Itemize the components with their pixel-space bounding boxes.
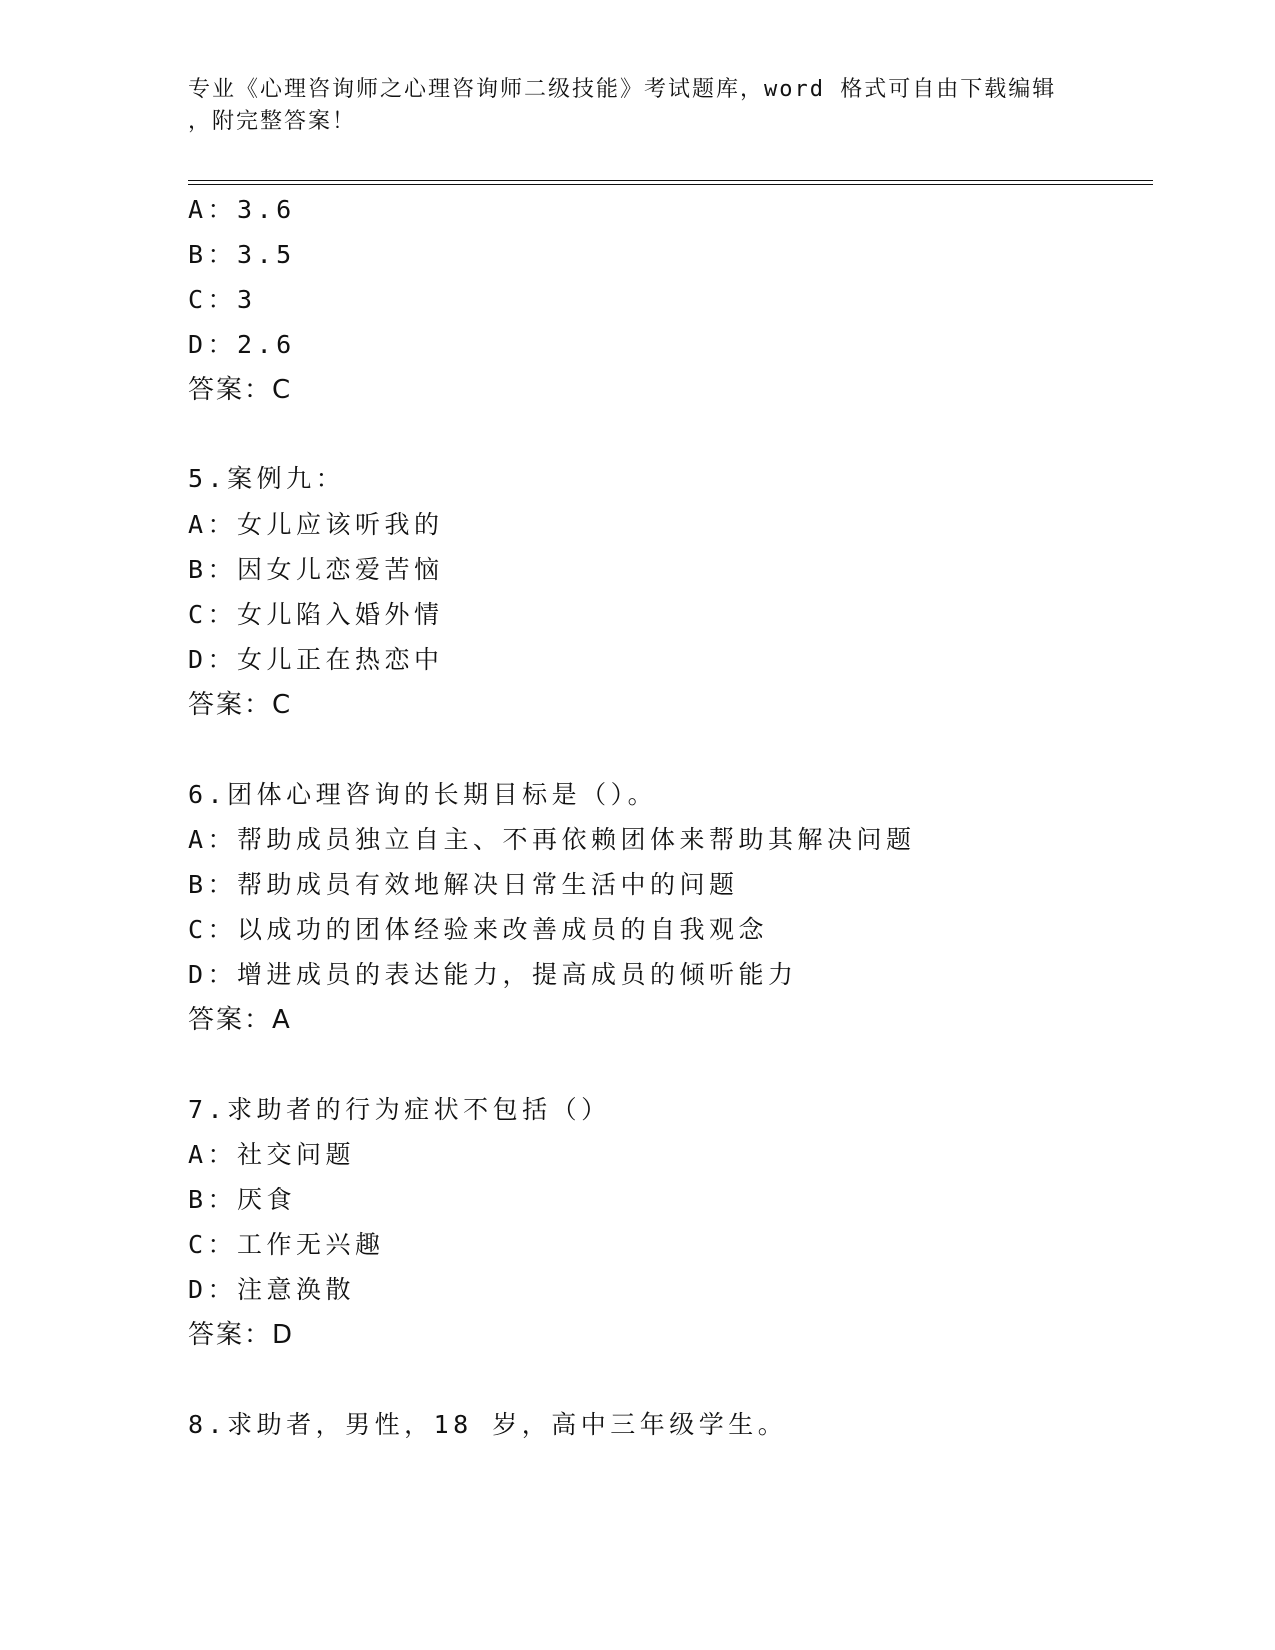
header-title-line-2: ，附完整答案！ <box>188 109 357 134</box>
option-a: A：3.6 <box>188 195 296 224</box>
option-d: D：注意涣散 <box>188 1275 356 1304</box>
option-b: B：3.5 <box>188 240 296 269</box>
answer: 答案：C <box>188 375 293 405</box>
option-d: D：女儿正在热恋中 <box>188 645 444 674</box>
option-c: C：女儿陷入婚外情 <box>188 600 444 629</box>
answer: 答案：A <box>188 1005 292 1035</box>
option-b: B：因女儿恋爱苦恼 <box>188 555 444 584</box>
option-b: B：帮助成员有效地解决日常生活中的问题 <box>188 870 739 899</box>
header-title-line-1: 专业《心理咨询师之心理咨询师二级技能》考试题库，word 格式可自由下载编辑 <box>188 77 1057 102</box>
header-divider-top <box>188 180 1153 181</box>
question-stem: 5.案例九： <box>188 464 346 493</box>
option-a: A：社交问题 <box>188 1140 356 1169</box>
document-header <box>188 74 1088 138</box>
answer: 答案：C <box>188 690 293 720</box>
option-c: C：工作无兴趣 <box>188 1230 385 1259</box>
question-stem: 7.求助者的行为症状不包括（） <box>188 1095 611 1124</box>
header-divider-bottom <box>188 184 1153 185</box>
answer: 答案：D <box>188 1320 295 1350</box>
option-d: D：2.6 <box>188 330 296 359</box>
option-a: A：帮助成员独立自主、不再依赖团体来帮助其解决问题 <box>188 825 916 854</box>
option-d: D：增进成员的表达能力，提高成员的倾听能力 <box>188 960 798 989</box>
option-a: A：女儿应该听我的 <box>188 510 444 539</box>
option-c: C：3 <box>188 285 257 314</box>
option-b: B：厌食 <box>188 1185 297 1214</box>
question-stem: 6.团体心理咨询的长期目标是（）。 <box>188 780 658 809</box>
option-c: C：以成功的团体经验来改善成员的自我观念 <box>188 915 769 944</box>
question-stem: 8.求助者，男性，18 岁，高中三年级学生。 <box>188 1410 788 1439</box>
